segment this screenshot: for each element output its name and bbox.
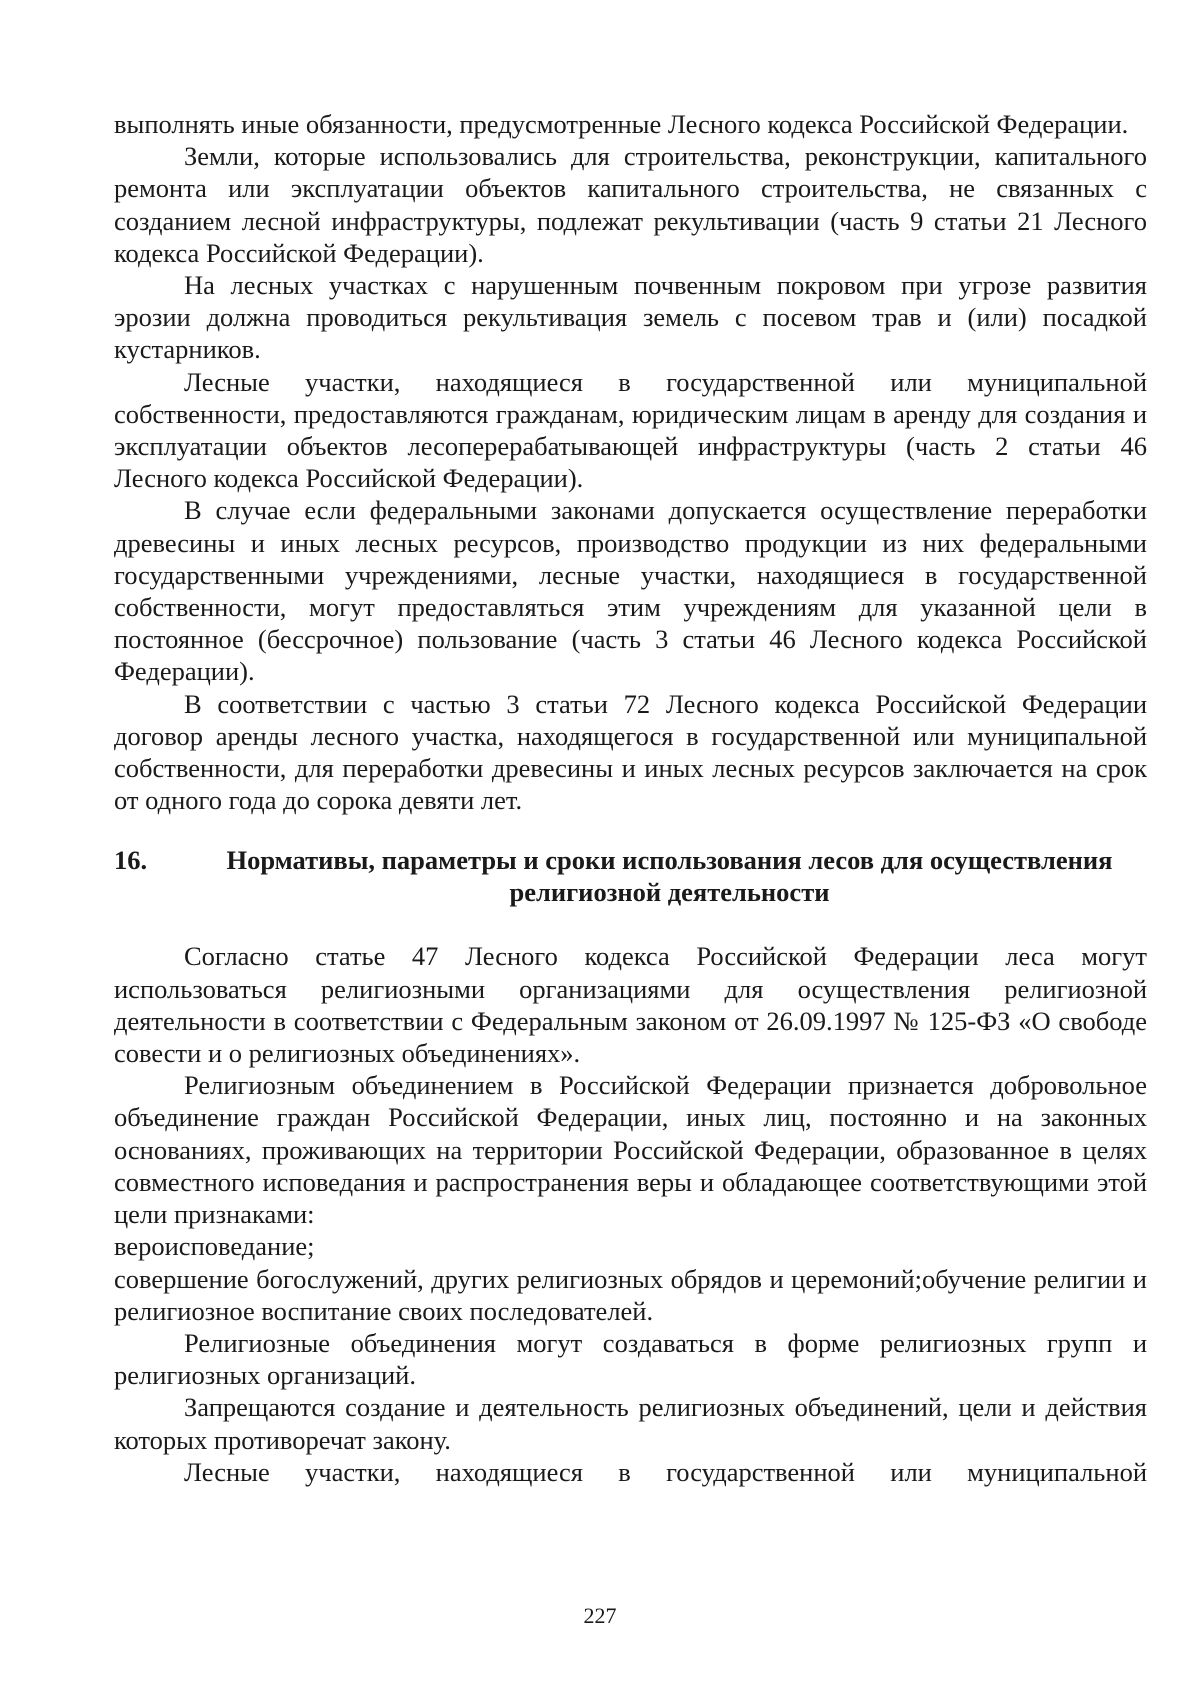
paragraph-lease-term: В соответствии с частью 3 статьи 72 Лесного кодекса Российской Федерации договор аренды лесного участка, находящегося в государственной или муниципальной собственности, для переработки древесины и иных лесных ресурсов заключается на срок от одного года до сорока девяти лет.: [114, 688, 1147, 816]
list-item-worship: совершение богослужений, других религиозных обрядов и церемоний;обучение религии и религиозное воспитание своих последователей.: [114, 1263, 1147, 1326]
document-page: [114, 108, 1147, 1488]
section-title: Нормативы, параметры и сроки использования лесов для осуществления религиозной деятельности: [226, 845, 1113, 908]
paragraph-forms: Религиозные объединения могут создаваться в форме религиозных групп и религиозных организаций.: [114, 1327, 1147, 1391]
paragraph-forest-plots: Лесные участки, находящиеся в государственной или муниципальной: [184, 1456, 1147, 1487]
paragraph-continuation: выполнять иные обязанности, предусмотренные Лесного кодекса Российской Федерации.: [114, 109, 1129, 139]
paragraph-article-47: Согласно статье 47 Лесного кодекса Российской Федерации леса могут использоваться религиозными организациями для осуществления религиозной деятельности в соответствии с Федеральным законом от 26.09.1997 № 125-ФЗ «О свободе совести и о религиозных объединениях».: [114, 941, 1147, 1069]
paragraph-religious-association: Религиозным объединением в Российской Федерации признается добровольное объединение граждан Российской Федерации, иных лиц, постоянно и на законных основаниях, проживающих на территории Российской Федерации, образованное в целях совместного исповедания и распространения веры и обладающее соответствующими этой цели признаками:: [114, 1070, 1147, 1230]
paragraph-lease-infrastructure: Лесные участки, находящиеся в государственной или муниципальной собственности, предоставляются гражданам, юридическим лицам в аренду для создания и эксплуатации объектов лесоперерабатывающей инфраструктуры (часть 2 статьи 46 Лесного кодекса Российской Федерации).: [114, 366, 1147, 494]
list-item-confession: вероисповедание;: [114, 1231, 315, 1262]
paragraph-recultivation-construction: Земли, которые использовались для строительства, реконструкции, капитального ремонта или эксплуатации объектов капитального строительства, не связанных с созданием лесной инфраструктуры, подлежат рекультивации (часть 9 статьи 21 Лесного кодекса Российской Федерации).: [114, 141, 1147, 268]
paragraph-erosion: На лесных участках с нарушенным почвенным покровом при угрозе развития эрозии должна проводиться рекультивация земель с посевом трав и (или) посадкой кустарников.: [114, 270, 1147, 365]
section-number: 16.: [114, 845, 148, 876]
section-heading: [114, 844, 1147, 908]
paragraph-federal-institutions: В случае если федеральными законами допускается осуществление переработки древесины и иных лесных ресурсов, производство продукции из них федеральными государственными учреждениями, лесные участки, находящиеся в государственной собственности, могут предоставляться этим учреждениям для указанной цели в постоянное (бессрочное) пользование (часть 3 статьи 46 Лесного кодекса Российской Федерации).: [114, 495, 1147, 687]
paragraph-prohibited: Запрещаются создание и деятельность религиозных объединений, цели и действия которых противоречат закону.: [114, 1392, 1147, 1455]
page-number: 227: [583, 1603, 617, 1628]
